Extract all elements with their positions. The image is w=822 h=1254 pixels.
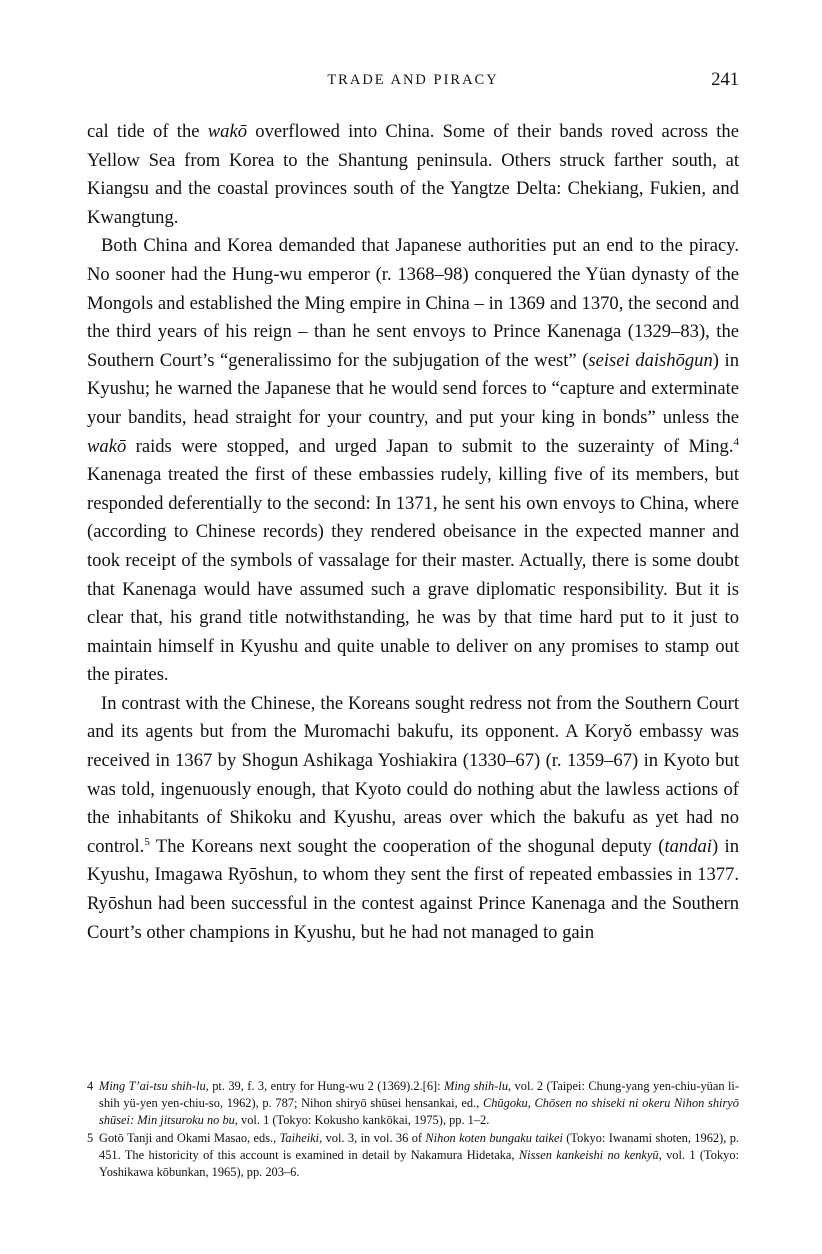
text-run: overflowed into China. Some of their bands roved across the Yellow Sea from Korea to the Shantung peninsula. Others struck farther south, at Kiangsu and the coastal provinces south of the Yangtze Delta: Chekiang, Fukien, and Kwangtung. <box>87 121 739 228</box>
text-run: ) in Kyushu, Imagawa Ryōshun, to whom they sent the first of repeated embassies in 1377. Ryōshun had been successful in the contest against Prince Kanenaga and the Southern Court’s other champions in Kyushu, but he had not managed to gain <box>87 835 739 943</box>
footnote-number: 4 <box>87 1079 94 1093</box>
page-number: 241 <box>711 70 739 90</box>
italic-text: wakō <box>87 435 127 457</box>
text-run: The Koreans next sought the cooperation of the shogunal deputy ( <box>149 835 665 857</box>
page-header <box>87 72 739 102</box>
text-run: Kanenaga treated the first of these embassies rudely, killing five of its members, but responded deferentially to the second: In 1371, he sent his own envoys to China, where (according to Chinese records) they rendered obeisance in the expected manner and took receipt of the symbols of vassalage for their master. Actually, there is some doubt that Kanenaga would have assumed such a grave diplomatic responsibility. But it is clear that, his grand title notwithstanding, he was by that time hard put to it just to maintain himself in Kyushu and quite unable to deliver on any promises to stamp out the pirates. <box>87 464 739 686</box>
footnote-text <box>99 1078 739 1130</box>
footnote-number: 5 <box>87 1130 94 1145</box>
footnotes <box>87 1078 739 1181</box>
italic-text: Ming T’ai-tsu shih-lu <box>99 1079 206 1093</box>
text-run: raids were stopped, and urged Japan to submit to the suzerainty of Ming. <box>126 435 734 457</box>
paragraph <box>87 690 739 947</box>
paragraph <box>87 232 739 690</box>
text-run: , vol. 3, in vol. 36 of <box>319 1130 426 1145</box>
italic-text: Chūgoku, Chōsen no shiseki ni okeru Nihon shiryō shūsei: Min jitsuroku no bu <box>99 1096 739 1128</box>
italic-text: Nihon koten bungaku taikei <box>425 1130 563 1145</box>
italic-text: Taiheiki <box>279 1130 320 1145</box>
footnote <box>87 1130 739 1182</box>
text-run: cal tide of the <box>87 121 208 142</box>
italic-text: tandai <box>664 835 712 857</box>
text-run: , vol. 2 (Taipei: Chung-yang yen-chiu-yüan li-shih yü-yen yen-chiu-so, 1962), p. 787; Nihon shiryō shūsei hensankai, ed., <box>99 1079 740 1111</box>
running-head: TRADE AND PIRACY <box>327 72 499 88</box>
body-text <box>87 118 739 947</box>
text-run: , vol. 1 (Tokyo: Yoshikawa kōbunkan, 1965), pp. 203–6. <box>99 1147 739 1180</box>
paragraph <box>87 118 739 232</box>
italic-text: seisei daishōgun <box>588 349 713 371</box>
footnote-ref: 5 <box>144 835 150 848</box>
italic-text: Nissen kankeishi no kenkyū <box>518 1147 659 1162</box>
text-run: , pt. 39, f. 3, entry for Hung-wu 2 (1369).2.[6]: <box>205 1079 445 1093</box>
footnote-ref: 4 <box>733 435 739 448</box>
text-run: ) in Kyushu; he warned the Japanese that he would send forces to “capture and exterminate your bandits, head straight for your country, and put your king in bonds” unless the <box>87 349 739 428</box>
text-run: In contrast with the Chinese, the Koreans sought redress not from the Southern Court and its agents but from the Muromachi bakufu, its opponent. A Koryŏ embassy was received in 1367 by Shogun Ashikaga Yoshiakira (1330–67) (r. 1359–67) in Kyoto but was told, ingenuously enough, that Kyoto could do nothing abut the lawless actions of the inhabitants of Shikoku and Kyushu, areas over which the bakufu as yet had no control. <box>87 692 739 857</box>
text-run: Gotō Tanji and Okami Masao, eds., <box>99 1130 280 1145</box>
footnote <box>87 1078 739 1130</box>
text-run: , vol. 1 (Tokyo: Kokusho kankōkai, 1975), pp. 1–2. <box>234 1113 490 1128</box>
footnote-text <box>99 1130 739 1182</box>
text-run: Both China and Korea demanded that Japanese authorities put an end to the piracy. No sooner had the Hung-wu emperor (r. 1368–98) conquered the Yüan dynasty of the Mongols and established the Ming empire in China – in 1369 and 1370, the second and the third years of his reign – than he sent envoys to Prince Kanenaga (1329–83), the Southern Court’s “generalissimo for the subjugation of the west” ( <box>87 235 739 371</box>
italic-text: Ming shih-lu <box>444 1079 509 1093</box>
text-run: (Tokyo: Iwanami shoten, 1962), p. 451. The historicity of this account is examined in detail by Nakamura Hidetaka, <box>99 1130 739 1162</box>
book-page <box>87 70 740 1180</box>
italic-text: wakō <box>207 121 248 142</box>
